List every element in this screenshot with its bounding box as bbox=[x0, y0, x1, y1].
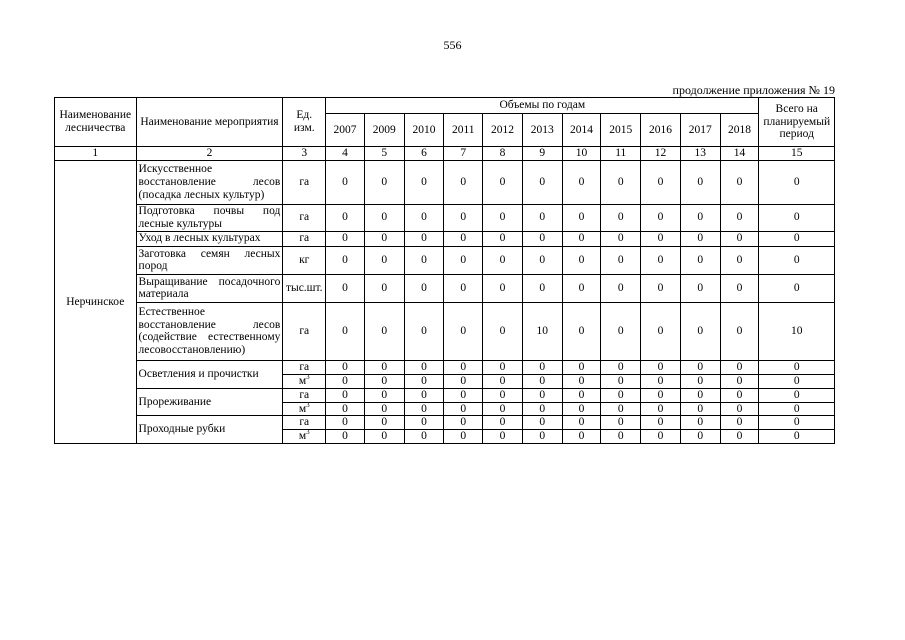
value-cell: 0 bbox=[562, 416, 601, 430]
column-number: 12 bbox=[641, 147, 681, 161]
year-header: 2016 bbox=[641, 114, 681, 147]
activity-name: Выращивание посадочного материала bbox=[136, 274, 283, 302]
value-cell: 0 bbox=[444, 360, 483, 374]
unit-label: м bbox=[298, 402, 307, 415]
header-activity: Наименование мероприятия bbox=[136, 98, 283, 147]
value-cell: 0 bbox=[522, 360, 562, 374]
unit-cell bbox=[283, 374, 326, 388]
activity-row bbox=[55, 302, 835, 360]
value-cell: 0 bbox=[326, 430, 365, 444]
value-cell: 0 bbox=[641, 374, 681, 388]
value-cell: 0 bbox=[522, 402, 562, 416]
value-cell: 0 bbox=[364, 416, 404, 430]
activity-row bbox=[55, 231, 835, 246]
value-cell: 0 bbox=[641, 388, 681, 402]
column-number: 4 bbox=[326, 147, 365, 161]
value-cell: 0 bbox=[601, 160, 641, 204]
value-cell: 0 bbox=[562, 430, 601, 444]
value-cell: 0 bbox=[364, 430, 404, 444]
value-cell: 0 bbox=[483, 231, 523, 246]
total-cell: 0 bbox=[759, 402, 835, 416]
value-cell: 0 bbox=[601, 246, 641, 274]
forestry-name: Нерчинское bbox=[55, 160, 137, 443]
header-volumes: Объемы по годам bbox=[326, 98, 759, 114]
year-header: 2015 bbox=[601, 114, 641, 147]
value-cell: 0 bbox=[404, 231, 444, 246]
value-cell: 0 bbox=[680, 360, 720, 374]
value-cell: 0 bbox=[562, 160, 601, 204]
total-cell: 0 bbox=[759, 430, 835, 444]
value-cell: 0 bbox=[680, 388, 720, 402]
value-cell: 0 bbox=[364, 231, 404, 246]
activity-name: Проходные рубки bbox=[136, 416, 283, 444]
value-cell: 0 bbox=[483, 302, 523, 360]
total-cell: 0 bbox=[759, 231, 835, 246]
value-cell: 0 bbox=[404, 302, 444, 360]
value-cell: 0 bbox=[720, 204, 759, 231]
volumes-table bbox=[54, 97, 835, 444]
column-number: 1 bbox=[55, 147, 137, 161]
value-cell: 0 bbox=[326, 274, 365, 302]
value-cell: 0 bbox=[444, 204, 483, 231]
value-cell: 0 bbox=[364, 302, 404, 360]
value-cell: 0 bbox=[404, 246, 444, 274]
value-cell: 0 bbox=[680, 231, 720, 246]
year-header: 2011 bbox=[444, 114, 483, 147]
value-cell: 0 bbox=[404, 360, 444, 374]
total-cell: 10 bbox=[759, 302, 835, 360]
value-cell: 0 bbox=[444, 246, 483, 274]
activity-name: Заготовка семян лесных пород bbox=[136, 246, 283, 274]
activity-subrow bbox=[55, 416, 835, 430]
value-cell: 0 bbox=[641, 430, 681, 444]
value-cell: 0 bbox=[680, 302, 720, 360]
year-header: 2007 bbox=[326, 114, 365, 147]
value-cell: 0 bbox=[601, 360, 641, 374]
value-cell: 0 bbox=[562, 402, 601, 416]
value-cell: 0 bbox=[601, 374, 641, 388]
value-cell: 0 bbox=[720, 231, 759, 246]
total-cell: 0 bbox=[759, 246, 835, 274]
header-forestry: Наименование лесничества bbox=[55, 98, 137, 147]
header-total: Всего на планируемый период bbox=[759, 98, 835, 147]
value-cell: 0 bbox=[562, 302, 601, 360]
value-cell: 0 bbox=[404, 204, 444, 231]
value-cell: 0 bbox=[404, 416, 444, 430]
value-cell: 0 bbox=[601, 430, 641, 444]
value-cell: 0 bbox=[326, 374, 365, 388]
value-cell: 0 bbox=[326, 204, 365, 231]
value-cell: 0 bbox=[522, 231, 562, 246]
value-cell: 0 bbox=[680, 430, 720, 444]
column-number: 7 bbox=[444, 147, 483, 161]
value-cell: 0 bbox=[444, 388, 483, 402]
value-cell: 0 bbox=[364, 360, 404, 374]
value-cell: 0 bbox=[483, 416, 523, 430]
value-cell: 0 bbox=[522, 416, 562, 430]
value-cell: 0 bbox=[641, 302, 681, 360]
unit-cell: га bbox=[283, 204, 326, 231]
value-cell: 0 bbox=[720, 360, 759, 374]
value-cell: 0 bbox=[601, 388, 641, 402]
value-cell: 0 bbox=[326, 402, 365, 416]
value-cell: 0 bbox=[562, 274, 601, 302]
cubic-superscript: 3 bbox=[306, 374, 310, 381]
column-number: 3 bbox=[283, 147, 326, 161]
unit-label: м bbox=[298, 374, 307, 387]
value-cell: 0 bbox=[522, 388, 562, 402]
value-cell: 0 bbox=[364, 204, 404, 231]
value-cell: 0 bbox=[522, 204, 562, 231]
column-number: 2 bbox=[136, 147, 283, 161]
activity-name: Искусственное восстановление лесов (посадка лесных культур) bbox=[136, 160, 283, 204]
value-cell: 0 bbox=[680, 374, 720, 388]
value-cell: 0 bbox=[720, 274, 759, 302]
value-cell: 0 bbox=[522, 430, 562, 444]
unit-cell bbox=[283, 388, 326, 402]
value-cell: 0 bbox=[483, 160, 523, 204]
value-cell: 0 bbox=[522, 160, 562, 204]
year-header: 2009 bbox=[364, 114, 404, 147]
value-cell: 0 bbox=[641, 246, 681, 274]
cubic-superscript: 3 bbox=[306, 429, 310, 437]
value-cell: 0 bbox=[562, 360, 601, 374]
unit-label: га bbox=[299, 416, 310, 429]
value-cell: 0 bbox=[522, 374, 562, 388]
year-header: 2013 bbox=[522, 114, 562, 147]
value-cell: 0 bbox=[522, 246, 562, 274]
total-cell: 0 bbox=[759, 360, 835, 374]
value-cell: 0 bbox=[483, 274, 523, 302]
unit-cell: га bbox=[283, 302, 326, 360]
value-cell: 0 bbox=[720, 302, 759, 360]
activity-row bbox=[55, 246, 835, 274]
activity-subrow bbox=[55, 388, 835, 402]
value-cell: 0 bbox=[444, 430, 483, 444]
value-cell: 0 bbox=[326, 360, 365, 374]
value-cell: 0 bbox=[483, 388, 523, 402]
value-cell: 0 bbox=[601, 402, 641, 416]
value-cell: 0 bbox=[601, 416, 641, 430]
value-cell: 0 bbox=[720, 416, 759, 430]
column-number: 8 bbox=[483, 147, 523, 161]
value-cell: 0 bbox=[680, 160, 720, 204]
total-cell: 0 bbox=[759, 416, 835, 430]
total-cell: 0 bbox=[759, 274, 835, 302]
value-cell: 0 bbox=[326, 302, 365, 360]
value-cell: 0 bbox=[404, 402, 444, 416]
value-cell: 10 bbox=[522, 302, 562, 360]
value-cell: 0 bbox=[641, 160, 681, 204]
unit-label: м bbox=[298, 430, 307, 443]
column-number: 11 bbox=[601, 147, 641, 161]
value-cell: 0 bbox=[404, 274, 444, 302]
unit-cell: га bbox=[283, 160, 326, 204]
value-cell: 0 bbox=[720, 246, 759, 274]
unit-cell bbox=[283, 430, 326, 444]
value-cell: 0 bbox=[364, 374, 404, 388]
value-cell: 0 bbox=[522, 274, 562, 302]
value-cell: 0 bbox=[483, 402, 523, 416]
value-cell: 0 bbox=[680, 416, 720, 430]
value-cell: 0 bbox=[562, 231, 601, 246]
value-cell: 0 bbox=[680, 246, 720, 274]
total-cell: 0 bbox=[759, 374, 835, 388]
activity-name: Прореживание bbox=[136, 388, 283, 416]
value-cell: 0 bbox=[601, 302, 641, 360]
value-cell: 0 bbox=[720, 430, 759, 444]
column-number: 10 bbox=[562, 147, 601, 161]
value-cell: 0 bbox=[720, 160, 759, 204]
value-cell: 0 bbox=[483, 246, 523, 274]
unit-cell: кг bbox=[283, 246, 326, 274]
value-cell: 0 bbox=[444, 416, 483, 430]
unit-cell bbox=[283, 360, 326, 374]
value-cell: 0 bbox=[641, 416, 681, 430]
activity-name: Естественное восстановление лесов (содействие естественному лесовосстановлению) bbox=[136, 302, 283, 360]
value-cell: 0 bbox=[641, 204, 681, 231]
value-cell: 0 bbox=[364, 246, 404, 274]
value-cell: 0 bbox=[720, 388, 759, 402]
value-cell: 0 bbox=[326, 231, 365, 246]
total-cell: 0 bbox=[759, 388, 835, 402]
value-cell: 0 bbox=[641, 274, 681, 302]
value-cell: 0 bbox=[444, 402, 483, 416]
column-number: 6 bbox=[404, 147, 444, 161]
value-cell: 0 bbox=[404, 160, 444, 204]
column-number: 9 bbox=[522, 147, 562, 161]
value-cell: 0 bbox=[364, 160, 404, 204]
year-header: 2014 bbox=[562, 114, 601, 147]
value-cell: 0 bbox=[483, 374, 523, 388]
appendix-continuation: продолжение приложения № 19 bbox=[672, 83, 835, 97]
value-cell: 0 bbox=[404, 374, 444, 388]
value-cell: 0 bbox=[444, 374, 483, 388]
value-cell: 0 bbox=[444, 160, 483, 204]
activity-subrow bbox=[55, 360, 835, 374]
value-cell: 0 bbox=[562, 246, 601, 274]
column-number: 14 bbox=[720, 147, 759, 161]
activity-name: Осветления и прочистки bbox=[136, 360, 283, 388]
value-cell: 0 bbox=[720, 402, 759, 416]
value-cell: 0 bbox=[444, 274, 483, 302]
column-number: 13 bbox=[680, 147, 720, 161]
column-number: 15 bbox=[759, 147, 835, 161]
total-cell: 0 bbox=[759, 160, 835, 204]
value-cell: 0 bbox=[562, 204, 601, 231]
unit-cell bbox=[283, 416, 326, 430]
activity-name: Подготовка почвы под лесные культуры bbox=[136, 204, 283, 231]
header-unit: Ед. изм. bbox=[283, 98, 326, 147]
activity-name: Уход в лесных культурах bbox=[136, 231, 283, 246]
value-cell: 0 bbox=[444, 302, 483, 360]
value-cell: 0 bbox=[680, 274, 720, 302]
value-cell: 0 bbox=[483, 204, 523, 231]
activity-row bbox=[55, 274, 835, 302]
value-cell: 0 bbox=[483, 430, 523, 444]
value-cell: 0 bbox=[364, 402, 404, 416]
value-cell: 0 bbox=[364, 274, 404, 302]
value-cell: 0 bbox=[641, 360, 681, 374]
value-cell: 0 bbox=[601, 231, 641, 246]
value-cell: 0 bbox=[601, 274, 641, 302]
value-cell: 0 bbox=[444, 231, 483, 246]
value-cell: 0 bbox=[364, 388, 404, 402]
column-number: 5 bbox=[364, 147, 404, 161]
value-cell: 0 bbox=[641, 402, 681, 416]
unit-cell: тыс.шт. bbox=[283, 274, 326, 302]
unit-cell: га bbox=[283, 231, 326, 246]
unit-label: га bbox=[299, 388, 310, 401]
year-header: 2018 bbox=[720, 114, 759, 147]
value-cell: 0 bbox=[641, 231, 681, 246]
unit-label: га bbox=[299, 360, 310, 373]
year-header: 2010 bbox=[404, 114, 444, 147]
value-cell: 0 bbox=[680, 204, 720, 231]
value-cell: 0 bbox=[720, 374, 759, 388]
value-cell: 0 bbox=[326, 416, 365, 430]
unit-cell bbox=[283, 402, 326, 416]
value-cell: 0 bbox=[483, 360, 523, 374]
year-header: 2017 bbox=[680, 114, 720, 147]
value-cell: 0 bbox=[404, 430, 444, 444]
year-header: 2012 bbox=[483, 114, 523, 147]
value-cell: 0 bbox=[562, 388, 601, 402]
cubic-superscript: 3 bbox=[306, 402, 310, 409]
total-cell: 0 bbox=[759, 204, 835, 231]
value-cell: 0 bbox=[326, 388, 365, 402]
value-cell: 0 bbox=[562, 374, 601, 388]
activity-row bbox=[55, 204, 835, 231]
value-cell: 0 bbox=[326, 160, 365, 204]
page-number: 556 bbox=[443, 38, 462, 52]
value-cell: 0 bbox=[601, 204, 641, 231]
value-cell: 0 bbox=[680, 402, 720, 416]
activity-row bbox=[55, 160, 835, 204]
value-cell: 0 bbox=[326, 246, 365, 274]
value-cell: 0 bbox=[404, 388, 444, 402]
